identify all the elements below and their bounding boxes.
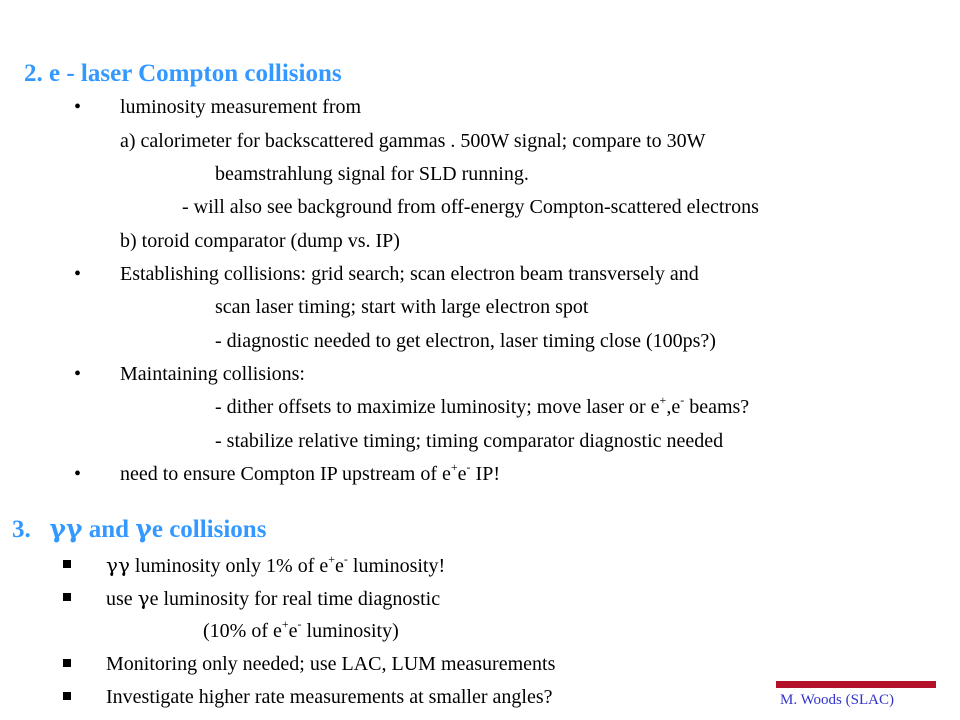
footer-bar [776,681,936,688]
item-scan-laser: scan laser timing; start with large electron spot [215,296,589,318]
square-bullet [63,659,71,667]
item-luminosity: luminosity measurement from [120,96,362,118]
item-investigate: Investigate higher rate measurements at smaller angles? [106,686,553,708]
item-background: - will also see background from off-energy Compton-scattered electrons [182,196,759,218]
bullet-dot: • [74,96,82,118]
footer-author: M. Woods (SLAC) [780,692,894,708]
item-ten-percent: (10% of e+e- luminosity) [203,617,399,642]
section-3-title: 3. γγ and γe collisions [12,514,267,543]
item-upstream: need to ensure Compton IP upstream of e+e- IP! [120,460,500,485]
bullet-dot: • [74,463,82,485]
item-ge-luminosity: use γe luminosity for real time diagnostic [106,586,441,610]
section-2-title: 2. e - laser Compton collisions [24,60,342,87]
item-toroid: b) toroid comparator (dump vs. IP) [120,230,400,252]
item-maintaining: Maintaining collisions: [120,363,305,385]
square-bullet [63,692,71,700]
item-establishing: Establishing collisions: grid search; scan electron beam transversely and [120,263,699,285]
item-diagnostic: - diagnostic needed to get electron, laser timing close (100ps?) [215,330,716,352]
item-monitoring: Monitoring only needed; use LAC, LUM measurements [106,653,556,675]
item-beamstrahlung: beamstrahlung signal for SLD running. [215,163,529,185]
square-bullet [63,560,71,568]
bullet-dot: • [74,263,82,285]
bullet-dot: • [74,363,82,385]
item-stabilize: - stabilize relative timing; timing comparator diagnostic needed [215,430,724,452]
item-gg-luminosity: γγ luminosity only 1% of e+e- luminosity! [106,552,446,577]
item-calorimeter: a) calorimeter for backscattered gammas . 500W signal; compare to 30W [120,130,706,152]
square-bullet [63,593,71,601]
item-dither: - dither offsets to maximize luminosity; move laser or e+,e- beams? [215,393,750,418]
